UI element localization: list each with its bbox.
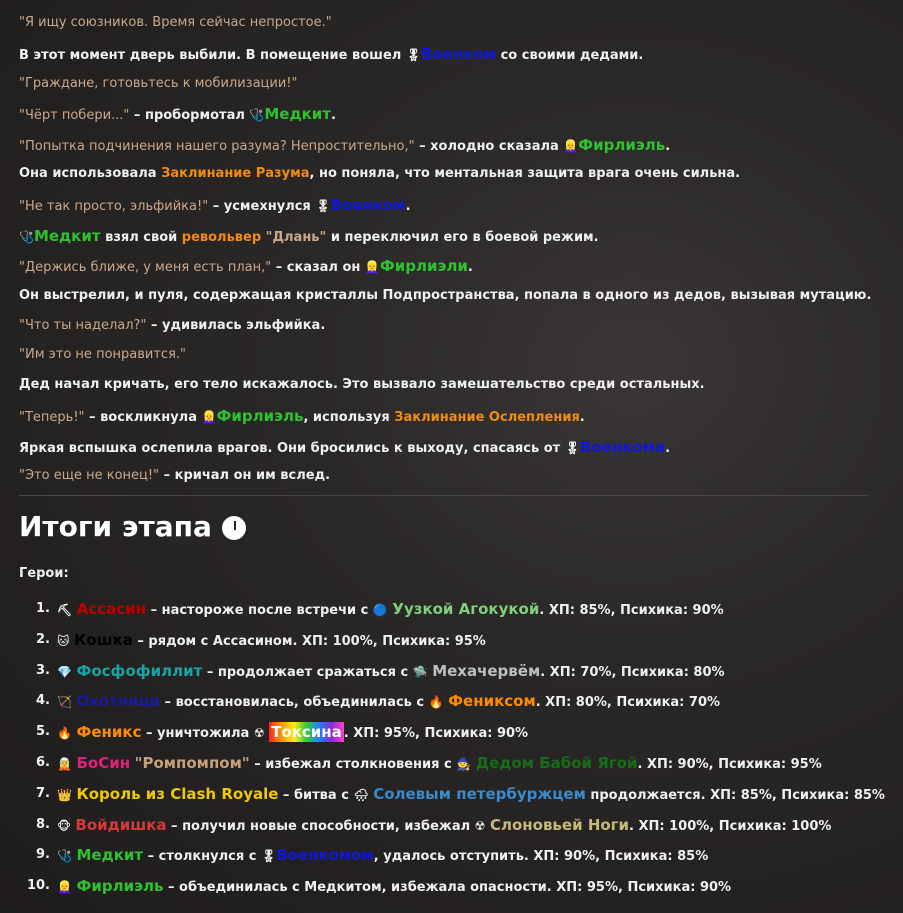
enemy-name: Мехачервём [432, 661, 541, 680]
hero-text: – битва с [278, 787, 354, 803]
hero-item [0, 779, 885, 810]
fire-icon: 🔥 [428, 695, 444, 710]
quote: "Держись ближе, у меня есть план," [19, 260, 272, 275]
hero-stats: . ХП: 95%, Психика: 90% [343, 726, 529, 742]
stethoscope-icon: 🩺 [57, 849, 72, 864]
narration: Она использовала [19, 166, 162, 181]
hero-text: – продолжает сражаться с [202, 664, 413, 680]
elf-icon: 👱‍♀️ [563, 139, 579, 153]
story-line [19, 39, 643, 71]
hero-name: Ассасин [76, 600, 147, 618]
list-number: 6. [36, 754, 50, 770]
list-number: 5. [36, 724, 50, 740]
hero-item [0, 717, 880, 748]
hero-name: Войдишка [75, 815, 167, 834]
quote: "Я ищу союзников. Время сейчас непростое." [19, 15, 332, 30]
enemy-name: Уузкой Агокукой [392, 600, 540, 618]
narration: – удивилась эльфийка. [146, 318, 326, 333]
story-line [19, 340, 186, 370]
wizard-icon: 🧙 [456, 756, 472, 771]
hero-item [0, 840, 880, 871]
character-voenkom: Военком [421, 45, 497, 63]
narration: взял свой [100, 230, 182, 245]
elf-icon: 👱‍♀️ [364, 260, 380, 274]
narration: – сказал он [271, 260, 365, 275]
bow-icon: 🏹 [57, 695, 72, 710]
blue-orb-icon: 🔵 [372, 603, 388, 617]
narration: Дед начал кричать, его тело искажалось. Это вызвало замешательство среди остальных. [19, 377, 705, 392]
heroes-list [0, 594, 885, 902]
hero-name: БоСин [76, 753, 131, 772]
hero-item [0, 810, 880, 841]
list-number: 2. [36, 631, 50, 647]
hero-stats: . ХП: 90%, Психика: 95% [637, 756, 822, 772]
enemy-name: Слоновьей Ноги [489, 815, 630, 834]
hero-text: – рядом с Ассасином. ХП: 100%, Психика: 95% [132, 633, 486, 649]
quote: "Не так просто, эльфийка!" [19, 199, 209, 214]
narration: – кричал он им вслед. [159, 468, 331, 483]
list-number: 3. [36, 662, 50, 678]
narration: и переключил его в боевой режим. [326, 230, 599, 245]
elf-icon: 🧝 [57, 756, 72, 771]
story-line [19, 8, 332, 38]
cat-icon: 🐱 [57, 633, 70, 648]
hero-text: – столкнулся с [143, 849, 261, 865]
narration: – пробормотал [129, 108, 250, 123]
character-voenkom: Военком [330, 196, 406, 214]
enemy-name: Солевым петербуржцем [373, 784, 586, 803]
character-voenkom: Военкома [579, 438, 666, 456]
hero-stats: . ХП: 100%, Психика: 100% [629, 818, 832, 834]
narration: . [330, 108, 336, 123]
narration: . [405, 199, 411, 214]
character-medkit: Медкит [264, 105, 331, 123]
rain-cloud-icon: 🌧 [353, 787, 369, 802]
medal-icon: 🎖 [564, 441, 580, 455]
hero-name: Медкит [76, 846, 144, 865]
hero-stats: . ХП: 85%, Психика: 90% [539, 603, 724, 618]
narration: , но поняла, что ментальная защита врага очень сильна. [309, 166, 741, 181]
quote: "Им это не понравится." [19, 347, 187, 362]
radioactive-icon: ☢ [474, 818, 486, 833]
story-line [19, 401, 585, 433]
narration: – усмехнулся [208, 199, 316, 214]
narration: , используя [303, 410, 395, 425]
narration: В этот момент дверь выбили. В помещение вошел [19, 48, 406, 63]
narration: . [665, 139, 671, 154]
hero-item [0, 748, 880, 779]
medal-icon: 🎖 [405, 48, 422, 62]
enemy-name: Токсина [271, 723, 342, 742]
narration: – холодно сказала [414, 139, 564, 154]
item-name: "Длань" [265, 230, 327, 245]
list-number: 4. [36, 693, 50, 709]
hero-stats: . ХП: 80%, Психика: 70% [535, 695, 721, 711]
hero-text: – избежал столкновения с [249, 756, 457, 772]
fire-icon: 🔥 [57, 726, 72, 741]
enemy-name: Военкомом [276, 846, 374, 865]
story-line [19, 251, 473, 283]
story-line [19, 432, 670, 464]
enemy-name: Дедом Бабой Ягой [475, 753, 638, 772]
hero-item [0, 686, 880, 717]
hero-stats: продолжается. ХП: 85%, Психика: 85% [585, 787, 885, 803]
cut-off-line [19, 0, 32, 1]
section-title-text: Итоги этапа [19, 510, 212, 543]
hero-name: Король из Clash Royale [76, 784, 279, 803]
hero-name: Феникс [76, 723, 142, 742]
hero-text: – восстановилась, объединилась с [160, 695, 429, 711]
hero-stats: . ХП: 70%, Психика: 80% [540, 664, 725, 680]
narration: . [665, 441, 671, 456]
quote: "Теперь!" [19, 410, 85, 425]
list-number: 10. [26, 878, 50, 894]
story-line [19, 69, 297, 99]
story-line [19, 370, 705, 400]
character-firliel: Фирлиэль [578, 136, 666, 154]
narration: Яркая вспышка ослепила врагов. Они бросились к выходу, спасаясь от [19, 441, 565, 456]
hero-item [0, 656, 880, 687]
radioactive-icon: ☢ [253, 726, 265, 741]
quote: "Чёрт побери..." [19, 108, 130, 123]
character-firliel: Фирлиэли [379, 257, 468, 275]
list-number: 8. [36, 816, 50, 832]
gem-icon: 💎 [57, 664, 72, 679]
crown-icon: 👑 [57, 787, 72, 802]
section-title [19, 510, 248, 543]
narration: . [467, 260, 473, 275]
hero-name: Охотница [76, 692, 161, 711]
ufo-icon: 🛸 [412, 664, 428, 679]
divider [19, 495, 869, 496]
narration: . [579, 410, 585, 425]
elf-icon: 👱‍♀️ [201, 410, 217, 424]
hero-text: – получил новые способности, избежал [166, 818, 475, 834]
heroes-label: Герои: [19, 566, 69, 581]
stethoscope-icon: 🩺 [249, 108, 265, 122]
story-line [19, 99, 336, 131]
narration: Он выстрелил, и пуля, содержащая кристаллы Подпространства, попала в одного из дедов, вызывая мутацию. [19, 288, 872, 303]
story-line [19, 221, 599, 253]
hero-item [0, 594, 880, 625]
pickaxe-icon: ⛏ [57, 603, 73, 617]
list-number: 7. [36, 785, 50, 801]
hero-name: Фосфофиллит [76, 661, 203, 680]
quote: "Это еще не конец!" [19, 468, 160, 483]
hero-text: – объединилась с Медкитом, избежала опасности. ХП: 95%, Психика: 90% [163, 880, 732, 896]
hero-name: Фирлиэль [76, 877, 164, 896]
hero-text: – уничтожила [141, 726, 254, 742]
quote: "Попытка подчинения нашего разума? Непростительно," [19, 139, 415, 154]
medal-icon: 🎖 [315, 199, 331, 213]
quote: "Граждане, готовьтесь к мобилизации!" [19, 76, 298, 91]
item-revolver: револьвер [181, 230, 262, 245]
character-medkit: Медкит [33, 227, 101, 245]
story-line [19, 190, 411, 222]
hero-text: – настороже после встречи с [146, 603, 373, 618]
story-line [19, 281, 871, 311]
clock-icon [220, 514, 248, 542]
spell-blind: Заклинание Ослепления [394, 410, 580, 425]
hero-item [0, 871, 880, 902]
story-line [19, 130, 670, 162]
hero-item [0, 625, 880, 656]
hero-nickname: "Ромпомпом" [134, 753, 250, 772]
monkey-icon: 🐵 [57, 818, 71, 833]
list-number: 1. [36, 601, 50, 616]
ally-name: Фениксом [448, 692, 536, 711]
stethoscope-icon: 🩺 [19, 230, 34, 244]
narration: со своими дедами. [496, 48, 644, 63]
story-line [19, 311, 325, 341]
medal-icon: 🎖 [260, 849, 277, 864]
list-number: 9. [36, 847, 50, 863]
elf-icon: 👱‍♀️ [57, 880, 72, 895]
spell-mind: Заклинание Разума [161, 166, 310, 181]
hero-name: Кошка [74, 630, 133, 649]
hero-stats: , удалось отступить. ХП: 90%, Психика: 85% [373, 849, 709, 865]
narration: – воскликнула [84, 410, 202, 425]
story-line [19, 159, 740, 189]
story-line [19, 461, 330, 491]
quote: "Что ты наделал?" [19, 318, 147, 333]
character-firliel: Фирлиэль [216, 407, 304, 425]
